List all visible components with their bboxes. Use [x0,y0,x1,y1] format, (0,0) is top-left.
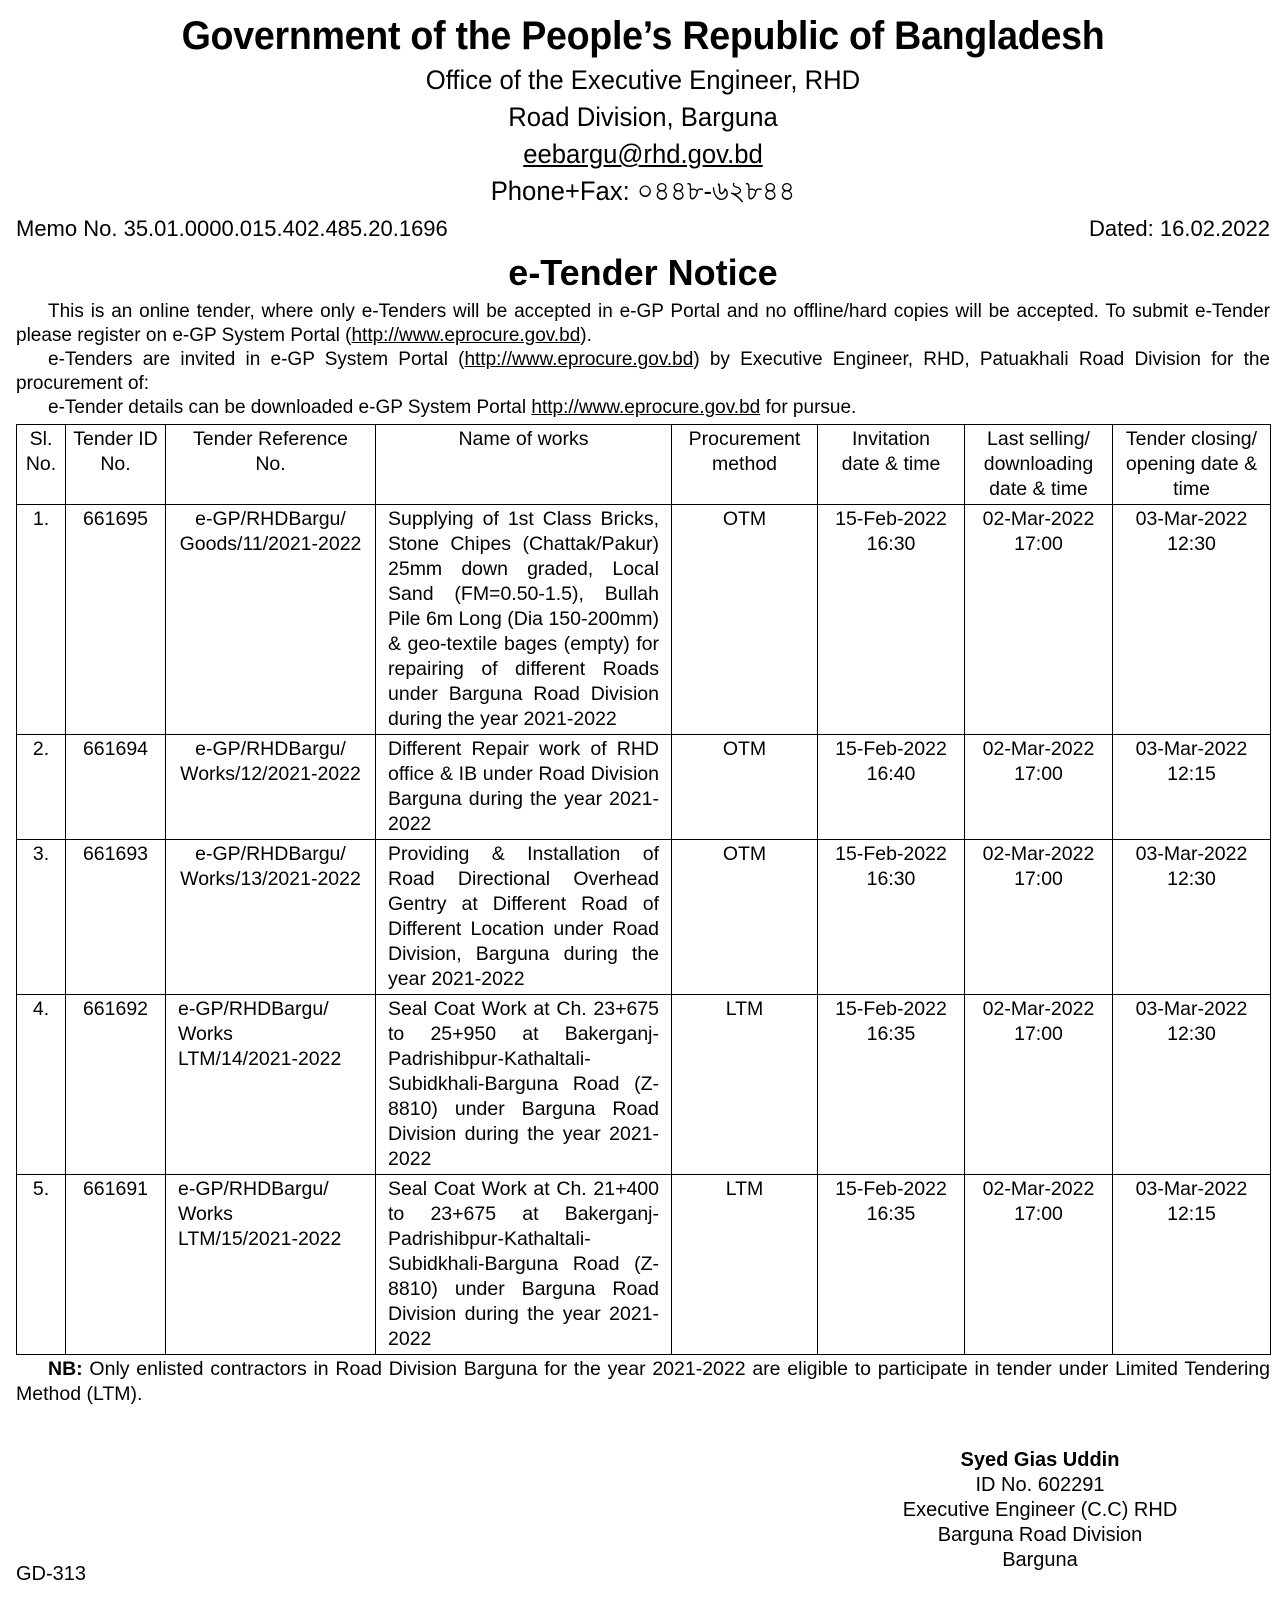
cell-closing: 03-Mar-2022 12:15 [1113,1175,1271,1355]
phone-number: ০৪৪৮-৬২৮৪৪ [636,176,796,206]
cell-selling: 02-Mar-2022 17:00 [965,735,1113,840]
cell-closing: 03-Mar-2022 12:30 [1113,840,1271,995]
cell-invitation: 15-Feb-2022 16:40 [818,735,965,840]
cell-method: LTM [672,995,818,1175]
cell-closing: 03-Mar-2022 12:30 [1113,995,1271,1175]
memo-number: Memo No. 35.01.0000.015.402.485.20.1696 [16,216,448,241]
office-name: Office of the Executive Engineer, RHD [425,65,861,95]
cell-ref: e-GP/RHDBargu/ Works/12/2021-2022 [166,735,376,840]
cell-work: Supplying of 1st Class Bricks, Stone Chipes (Chattak/Pakur) 25mm down graded, Local Sand (FM=0.50-1.5), Bullah Pile 6m Long (Dia 150-200mm) & geo-textile bages (empty) for repairing of different Roads under Barguna Road Division during the year 2021-2022 [376,505,672,735]
cell-sl: 4. [17,995,66,1175]
nb-text: Only enlisted contractors in Road Division Barguna for the year 2021-2022 are eligible to participate in tender under Limited Tendering Method (LTM). [16,1358,1270,1405]
table-row [17,840,1271,995]
nb-note [16,1357,1270,1407]
cell-selling: 02-Mar-2022 17:00 [965,1175,1113,1355]
eprocure-link[interactable]: http://www.eprocure.gov.bd [351,325,581,346]
cell-work: Different Repair work of RHD office & IB under Road Division Barguna during the year 2021-2022 [376,735,672,840]
tender-table [16,424,1271,1355]
col-header-invitation: Invitation date & time [818,425,965,505]
cell-invitation: 15-Feb-2022 16:30 [818,505,965,735]
col-header-work: Name of works [376,425,672,505]
intro-paragraph-2: e-Tenders are invited in e-GP System Portal (http://www.eprocure.gov.bd) by Executive Engineer, RHD, Patuakhali Road Division for the procurement of: [16,349,1271,394]
cell-method: OTM [672,840,818,995]
nb-label: NB: [48,1358,83,1380]
cell-ref: e-GP/RHDBargu/ Works LTM/14/2021-2022 [166,995,376,1175]
cell-invitation: 15-Feb-2022 16:35 [818,1175,965,1355]
cell-selling: 02-Mar-2022 17:00 [965,840,1113,995]
col-header-ref: Tender Reference No. [166,425,376,505]
tender-notice-page [16,10,1270,1407]
cell-method: LTM [672,1175,818,1355]
cell-id: 661694 [66,735,166,840]
intro-paragraph-1: This is an online tender, where only e-Tenders will be accepted in e-GP Portal and no offline/hard copies will be accepted. To submit e-Tender please register on e-GP System Portal (http://www.eprocure.gov.bd). [16,301,1270,346]
cell-ref: e-GP/RHDBargu/ Goods/11/2021-2022 [166,505,376,735]
cell-id: 661695 [66,505,166,735]
eprocure-link[interactable]: http://www.eprocure.gov.bd [531,397,761,418]
signatory-designation: Executive Engineer (C.C) RHD [902,1499,1178,1521]
cell-ref: e-GP/RHDBargu/ Works LTM/15/2021-2022 [166,1175,376,1355]
col-header-sl: Sl. No. [17,425,66,505]
notice-title: e-Tender Notice [508,252,778,293]
signatory-id: ID No. 602291 [975,1474,1105,1496]
signature-block [900,1448,1180,1573]
col-header-closing: Tender closing/ opening date & time [1113,425,1271,505]
footer-code: GD-313 [16,1563,87,1585]
table-row [17,735,1271,840]
cell-ref: e-GP/RHDBargu/ Works/13/2021-2022 [166,840,376,995]
email-link[interactable]: eebargu@rhd.gov.bd [523,139,763,169]
cell-selling: 02-Mar-2022 17:00 [965,505,1113,735]
division-name: Road Division, Barguna [508,102,778,132]
cell-selling: 02-Mar-2022 17:00 [965,995,1113,1175]
cell-sl: 3. [17,840,66,995]
government-title: Government of the People’s Republic of Bangladesh [181,14,1105,58]
col-header-selling: Last selling/ downloading date & time [965,425,1113,505]
col-header-id: Tender ID No. [66,425,166,505]
cell-id: 661692 [66,995,166,1175]
memo-date: Dated: 16.02.2022 [1088,216,1270,241]
intro-text [16,300,1270,420]
phone-fax: Phone+Fax: ০৪৪৮-৬২৮৪৪ [490,176,796,206]
cell-invitation: 15-Feb-2022 16:35 [818,995,965,1175]
signatory-place: Barguna [1002,1549,1078,1571]
eprocure-link[interactable]: http://www.eprocure.gov.bd [464,349,694,370]
cell-id: 661691 [66,1175,166,1355]
cell-sl: 5. [17,1175,66,1355]
cell-method: OTM [672,735,818,840]
cell-sl: 2. [17,735,66,840]
table-row [17,1175,1271,1355]
cell-work: Seal Coat Work at Ch. 23+675 to 25+950 at Bakerganj-Padrishibpur-Kathaltali-Subidkhali-Barguna Road (Z-8810) under Barguna Road Division during the year 2021-2022 [376,995,672,1175]
cell-invitation: 15-Feb-2022 16:30 [818,840,965,995]
cell-sl: 1. [17,505,66,735]
memo-row [16,214,1270,244]
cell-work: Seal Coat Work at Ch. 21+400 to 23+675 at Bakerganj-Padrishibpur-Kathaltali-Subidkhali-Barguna Road (Z-8810) under Barguna Road Division during the year 2021-2022 [376,1175,672,1355]
signatory-division: Barguna Road Division [937,1524,1143,1546]
col-header-method: Procurement method [672,425,818,505]
cell-closing: 03-Mar-2022 12:30 [1113,505,1271,735]
table-row [17,995,1271,1175]
table-header-row [17,425,1271,505]
cell-id: 661693 [66,840,166,995]
cell-method: OTM [672,505,818,735]
cell-work: Providing & Installation of Road Directional Overhead Gentry at Different Road of Different Location under Road Division, Barguna during the year 2021-2022 [376,840,672,995]
cell-closing: 03-Mar-2022 12:15 [1113,735,1271,840]
letterhead [16,10,1270,210]
intro-paragraph-3: e-Tender details can be downloaded e-GP System Portal http://www.eprocure.gov.bd for pursue. [48,397,857,418]
signatory-name: Syed Gias Uddin [960,1449,1120,1471]
table-row [17,505,1271,735]
